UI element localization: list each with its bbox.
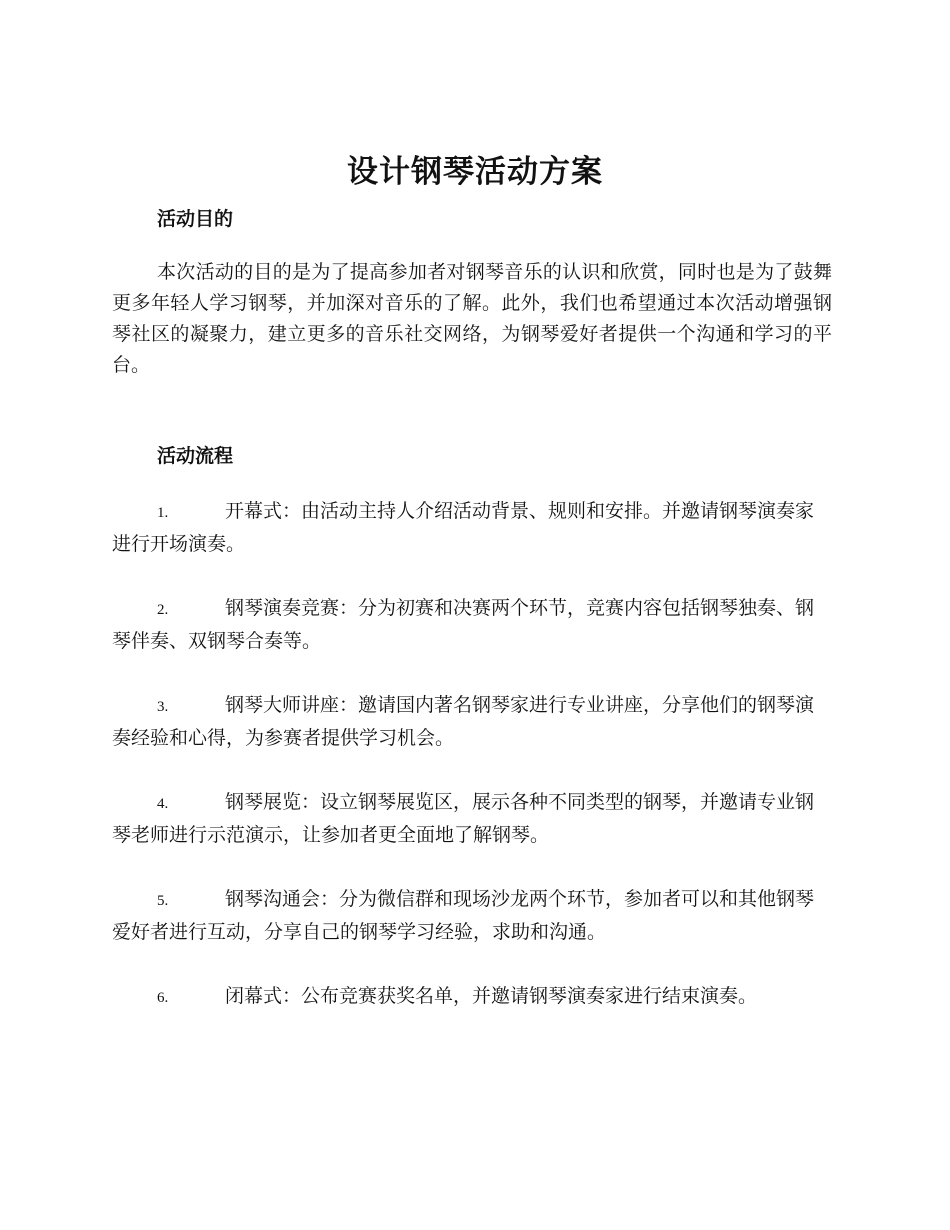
list-item-text: 开幕式：由活动主持人介绍活动背景、规则和安排。并邀请钢琴演奏家进行开场演奏。 [112,500,815,555]
list-item [112,593,832,657]
list-item-number: 2. [157,602,169,618]
section-heading-process: 活动流程 [157,445,234,467]
list-item [112,884,832,948]
section-heading-purpose: 活动目的 [157,208,234,230]
list-item-number: 4. [157,796,169,812]
list-item-text: 钢琴沟通会：分为微信群和现场沙龙两个环节，参加者可以和其他钢琴爱好者进行互动，分享自己的钢琴学习经验，求助和沟通。 [112,888,815,943]
list-item-number: 5. [157,893,169,909]
list-item [112,496,832,560]
list-item-text: 钢琴大师讲座：邀请国内著名钢琴家进行专业讲座，分享他们的钢琴演奏经验和心得，为参赛者提供学习机会。 [112,694,815,749]
purpose-paragraph: 本次活动的目的是为了提高参加者对钢琴音乐的认识和欣赏，同时也是为了鼓舞更多年轻人学习钢琴，并加深对音乐的了解。此外，我们也希望通过本次活动增强钢琴社区的凝聚力，建立更多的音乐社交网络，为钢琴爱好者提供一个沟通和学习的平台。 [112,261,832,376]
list-item [112,690,832,754]
list-item [112,787,832,851]
list-item-text: 钢琴演奏竞赛：分为初赛和决赛两个环节，竞赛内容包括钢琴独奏、钢琴伴奏、双钢琴合奏等。 [112,597,815,652]
list-item-text: 钢琴展览：设立钢琴展览区，展示各种不同类型的钢琴，并邀请专业钢琴老师进行示范演示，让参加者更全面地了解钢琴。 [112,791,815,846]
list-item-number: 3. [157,699,169,715]
list-item-number: 6. [157,990,169,1006]
list-item [112,981,832,1014]
list-item-text: 闭幕式：公布竞赛获奖名单，并邀请钢琴演奏家进行结束演奏。 [225,985,758,1007]
document-title: 设计钢琴活动方案 [347,154,603,190]
list-item-number: 1. [157,505,169,521]
